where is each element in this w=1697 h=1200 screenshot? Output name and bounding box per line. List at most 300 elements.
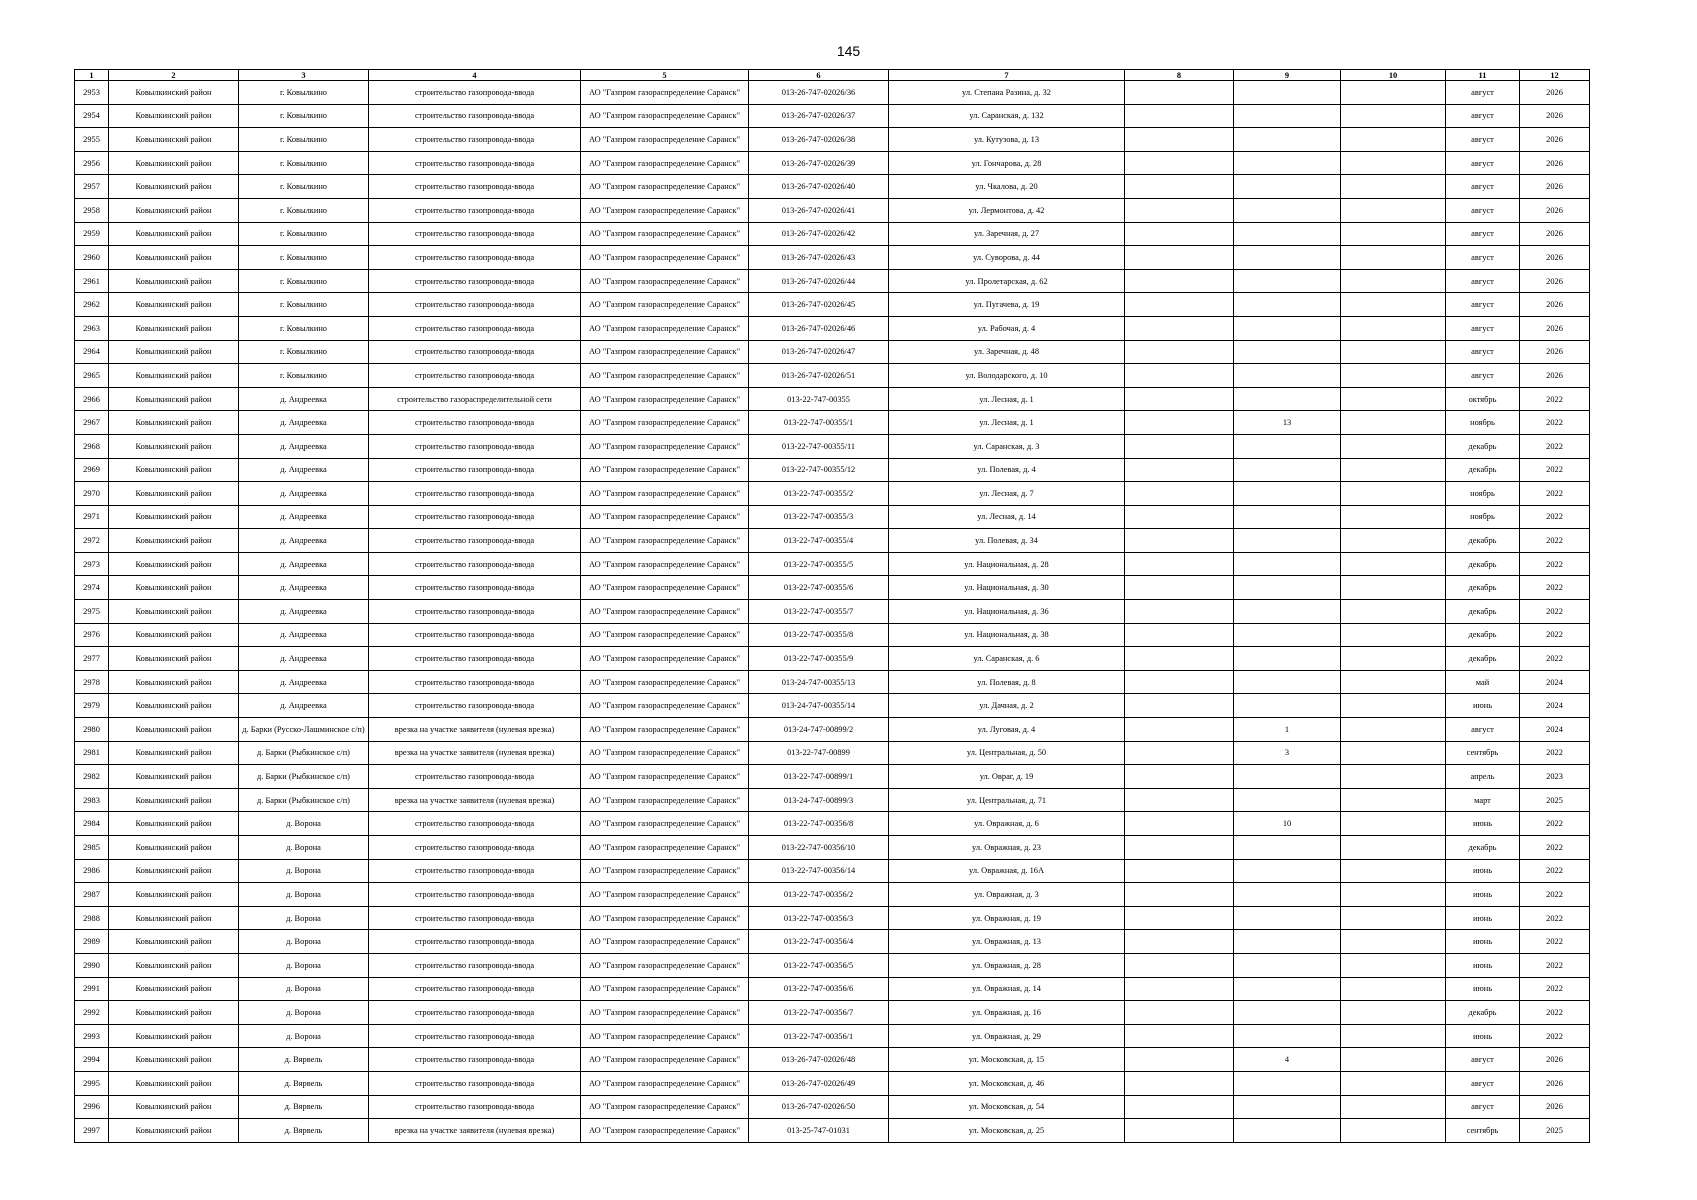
table-cell-col-2: Ковылкинский район: [109, 1095, 239, 1119]
table-cell-col-8: [1125, 647, 1234, 671]
table-cell-col-7: ул. Овражная, д. 29: [889, 1024, 1125, 1048]
table-cell-col-3: д. Вярвель: [239, 1095, 369, 1119]
table-cell-col-4: строительство газопровода-ввода: [369, 151, 581, 175]
table-cell-col-5: АО "Газпром газораспределение Саранск": [581, 529, 749, 553]
table-cell-col-5: АО "Газпром газораспределение Саранск": [581, 765, 749, 789]
table-cell-col-4: строительство газопровода-ввода: [369, 316, 581, 340]
table-cell-col-4: строительство газопровода-ввода: [369, 364, 581, 388]
table-cell-col-8: [1125, 81, 1234, 105]
table-cell-col-4: строительство газопровода-ввода: [369, 1001, 581, 1025]
table-cell-col-1: 2963: [75, 316, 109, 340]
table-row: [75, 340, 1590, 364]
table-cell-col-2: Ковылкинский район: [109, 906, 239, 930]
table-cell-col-8: [1125, 812, 1234, 836]
table-cell-col-10: [1341, 293, 1446, 317]
table-cell-col-2: Ковылкинский район: [109, 670, 239, 694]
table-cell-col-11: декабрь: [1446, 458, 1520, 482]
table-cell-col-1: 2993: [75, 1024, 109, 1048]
table-row: [75, 222, 1590, 246]
table-cell-col-9: [1234, 293, 1341, 317]
table-cell-col-4: строительство газопровода-ввода: [369, 977, 581, 1001]
table-cell-col-2: Ковылкинский район: [109, 576, 239, 600]
table-cell-col-6: 013-22-747-00356/10: [749, 836, 889, 860]
table-cell-col-10: [1341, 1071, 1446, 1095]
table-cell-col-9: [1234, 1095, 1341, 1119]
column-header-3: 3: [239, 70, 369, 81]
table-cell-col-9: [1234, 859, 1341, 883]
table-cell-col-6: 013-26-747-02026/47: [749, 340, 889, 364]
table-row: [75, 859, 1590, 883]
table-cell-col-10: [1341, 175, 1446, 199]
table-cell-col-1: 2979: [75, 694, 109, 718]
table-cell-col-6: 013-22-747-00355/3: [749, 505, 889, 529]
table-cell-col-3: г. Ковылкино: [239, 151, 369, 175]
table-cell-col-10: [1341, 151, 1446, 175]
table-cell-col-2: Ковылкинский район: [109, 529, 239, 553]
table-cell-col-12: 2022: [1520, 623, 1590, 647]
table-cell-col-9: [1234, 1001, 1341, 1025]
table-cell-col-9: [1234, 316, 1341, 340]
table-cell-col-10: [1341, 1048, 1446, 1072]
table-cell-col-7: ул. Дачная, д. 2: [889, 694, 1125, 718]
table-cell-col-3: д. Андреевка: [239, 458, 369, 482]
table-cell-col-9: [1234, 600, 1341, 624]
table-cell-col-6: 013-22-747-00899/1: [749, 765, 889, 789]
table-cell-col-8: [1125, 222, 1234, 246]
table-cell-col-11: ноябрь: [1446, 411, 1520, 435]
table-cell-col-5: АО "Газпром газораспределение Саранск": [581, 104, 749, 128]
table-cell-col-5: АО "Газпром газораспределение Саранск": [581, 670, 749, 694]
table-cell-col-9: [1234, 883, 1341, 907]
table-cell-col-11: август: [1446, 151, 1520, 175]
table-cell-col-9: [1234, 175, 1341, 199]
table-cell-col-8: [1125, 718, 1234, 742]
table-cell-col-9: [1234, 788, 1341, 812]
table-cell-col-7: ул. Степана Разина, д. 32: [889, 81, 1125, 105]
table-cell-col-9: [1234, 458, 1341, 482]
table-row: [75, 411, 1590, 435]
table-cell-col-9: [1234, 340, 1341, 364]
table-cell-col-11: сентябрь: [1446, 741, 1520, 765]
table-cell-col-6: 013-22-747-00355/6: [749, 576, 889, 600]
table-cell-col-10: [1341, 1095, 1446, 1119]
table-cell-col-6: 013-22-747-00356/3: [749, 906, 889, 930]
table-cell-col-5: АО "Газпром газораспределение Саранск": [581, 246, 749, 270]
table-cell-col-12: 2026: [1520, 1095, 1590, 1119]
table-cell-col-7: ул. Овражная, д. 16: [889, 1001, 1125, 1025]
table-cell-col-10: [1341, 836, 1446, 860]
table-cell-col-9: [1234, 482, 1341, 506]
table-cell-col-6: 013-22-747-00355/5: [749, 552, 889, 576]
table-cell-col-3: д. Андреевка: [239, 623, 369, 647]
table-cell-col-9: [1234, 151, 1341, 175]
table-cell-col-3: д. Вярвель: [239, 1119, 369, 1143]
table-cell-col-12: 2022: [1520, 434, 1590, 458]
table-cell-col-6: 013-26-747-02026/40: [749, 175, 889, 199]
table-cell-col-4: строительство газопровода-ввода: [369, 836, 581, 860]
table-cell-col-8: [1125, 293, 1234, 317]
table-cell-col-7: ул. Полевая, д. 4: [889, 458, 1125, 482]
table-cell-col-5: АО "Газпром газораспределение Саранск": [581, 859, 749, 883]
table-row: [75, 269, 1590, 293]
table-cell-col-8: [1125, 458, 1234, 482]
table-cell-col-11: август: [1446, 246, 1520, 270]
table-cell-col-4: строительство газопровода-ввода: [369, 930, 581, 954]
table-cell-col-10: [1341, 930, 1446, 954]
table-cell-col-1: 2956: [75, 151, 109, 175]
table-cell-col-9: [1234, 670, 1341, 694]
table-cell-col-6: 013-24-747-00355/14: [749, 694, 889, 718]
table-cell-col-3: д. Андреевка: [239, 576, 369, 600]
table-cell-col-11: август: [1446, 1071, 1520, 1095]
table-cell-col-7: ул. Пролетарская, д. 62: [889, 269, 1125, 293]
table-cell-col-10: [1341, 906, 1446, 930]
table-cell-col-4: строительство газопровода-ввода: [369, 859, 581, 883]
table-cell-col-12: 2022: [1520, 647, 1590, 671]
table-cell-col-2: Ковылкинский район: [109, 293, 239, 317]
table-cell-col-8: [1125, 670, 1234, 694]
table-cell-col-12: 2025: [1520, 1119, 1590, 1143]
table-cell-col-11: июнь: [1446, 977, 1520, 1001]
table-cell-col-6: 013-22-747-00356/2: [749, 883, 889, 907]
table-cell-col-11: март: [1446, 788, 1520, 812]
table-cell-col-4: врезка на участке заявителя (нулевая врезка): [369, 788, 581, 812]
table-cell-col-8: [1125, 505, 1234, 529]
table-cell-col-2: Ковылкинский район: [109, 812, 239, 836]
table-cell-col-8: [1125, 953, 1234, 977]
table-cell-col-1: 2982: [75, 765, 109, 789]
table-cell-col-11: декабрь: [1446, 434, 1520, 458]
table-row: [75, 718, 1590, 742]
table-cell-col-3: д. Ворона: [239, 953, 369, 977]
table-cell-col-8: [1125, 1119, 1234, 1143]
page-number: 145: [836, 43, 861, 59]
table-cell-col-6: 013-22-747-00355: [749, 387, 889, 411]
table-cell-col-10: [1341, 246, 1446, 270]
table-cell-col-11: декабрь: [1446, 647, 1520, 671]
table-cell-col-3: г. Ковылкино: [239, 364, 369, 388]
table-cell-col-12: 2026: [1520, 175, 1590, 199]
table-cell-col-12: 2022: [1520, 1024, 1590, 1048]
table-cell-col-5: АО "Газпром газораспределение Саранск": [581, 953, 749, 977]
table-cell-col-11: декабрь: [1446, 529, 1520, 553]
table-cell-col-11: август: [1446, 340, 1520, 364]
table-cell-col-10: [1341, 104, 1446, 128]
table-cell-col-4: строительство газопровода-ввода: [369, 458, 581, 482]
table-cell-col-1: 2954: [75, 104, 109, 128]
table-cell-col-9: [1234, 505, 1341, 529]
table-cell-col-10: [1341, 859, 1446, 883]
table-cell-col-11: июнь: [1446, 906, 1520, 930]
table-cell-col-10: [1341, 222, 1446, 246]
table-cell-col-6: 013-24-747-00899/3: [749, 788, 889, 812]
table-cell-col-3: г. Ковылкино: [239, 316, 369, 340]
table-cell-col-7: ул. Национальная, д. 30: [889, 576, 1125, 600]
table-cell-col-12: 2024: [1520, 670, 1590, 694]
table-cell-col-1: 2958: [75, 198, 109, 222]
table-cell-col-1: 2968: [75, 434, 109, 458]
table-cell-col-3: д. Андреевка: [239, 434, 369, 458]
table-cell-col-2: Ковылкинский район: [109, 198, 239, 222]
table-cell-col-6: 013-26-747-02026/36: [749, 81, 889, 105]
table-cell-col-7: ул. Рабочая, д. 4: [889, 316, 1125, 340]
table-cell-col-2: Ковылкинский район: [109, 411, 239, 435]
table-cell-col-1: 2996: [75, 1095, 109, 1119]
table-cell-col-12: 2022: [1520, 576, 1590, 600]
table-row: [75, 482, 1590, 506]
table-cell-col-8: [1125, 883, 1234, 907]
table-cell-col-11: декабрь: [1446, 600, 1520, 624]
table-cell-col-9: [1234, 246, 1341, 270]
table-cell-col-8: [1125, 198, 1234, 222]
table-cell-col-10: [1341, 1119, 1446, 1143]
table-cell-col-7: ул. Московская, д. 15: [889, 1048, 1125, 1072]
table-cell-col-5: АО "Газпром газораспределение Саранск": [581, 434, 749, 458]
table-row: [75, 576, 1590, 600]
table-cell-col-7: ул. Лермонтова, д. 42: [889, 198, 1125, 222]
table-cell-col-2: Ковылкинский район: [109, 128, 239, 152]
table-row: [75, 198, 1590, 222]
table-cell-col-6: 013-26-747-02026/38: [749, 128, 889, 152]
table-cell-col-5: АО "Газпром газораспределение Саранск": [581, 623, 749, 647]
table-row: [75, 246, 1590, 270]
table-cell-col-2: Ковылкинский район: [109, 1048, 239, 1072]
table-cell-col-3: д. Андреевка: [239, 552, 369, 576]
table-cell-col-4: строительство газопровода-ввода: [369, 411, 581, 435]
table-cell-col-10: [1341, 434, 1446, 458]
table-cell-col-10: [1341, 718, 1446, 742]
table-cell-col-11: июнь: [1446, 953, 1520, 977]
table-cell-col-5: АО "Газпром газораспределение Саранск": [581, 694, 749, 718]
table-cell-col-12: 2026: [1520, 1071, 1590, 1095]
table-cell-col-12: 2022: [1520, 458, 1590, 482]
table-cell-col-5: АО "Газпром газораспределение Саранск": [581, 906, 749, 930]
table-cell-col-5: АО "Газпром газораспределение Саранск": [581, 1119, 749, 1143]
table-cell-col-1: 2977: [75, 647, 109, 671]
table-cell-col-5: АО "Газпром газораспределение Саранск": [581, 600, 749, 624]
table-cell-col-1: 2989: [75, 930, 109, 954]
table-cell-col-7: ул. Лесная, д. 1: [889, 411, 1125, 435]
table-cell-col-5: АО "Газпром газораспределение Саранск": [581, 552, 749, 576]
table-cell-col-5: АО "Газпром газораспределение Саранск": [581, 293, 749, 317]
table-cell-col-10: [1341, 482, 1446, 506]
table-cell-col-4: строительство газопровода-ввода: [369, 953, 581, 977]
table-row: [75, 316, 1590, 340]
table-cell-col-5: АО "Газпром газораспределение Саранск": [581, 647, 749, 671]
table-cell-col-2: Ковылкинский район: [109, 505, 239, 529]
table-cell-col-11: ноябрь: [1446, 505, 1520, 529]
table-cell-col-6: 013-22-747-00899: [749, 741, 889, 765]
table-cell-col-8: [1125, 859, 1234, 883]
table-cell-col-9: 13: [1234, 411, 1341, 435]
table-row: [75, 1048, 1590, 1072]
table-cell-col-3: д. Вярвель: [239, 1048, 369, 1072]
table-row: [75, 812, 1590, 836]
table-cell-col-2: Ковылкинский район: [109, 623, 239, 647]
table-cell-col-6: 013-26-747-02026/42: [749, 222, 889, 246]
table-cell-col-2: Ковылкинский район: [109, 340, 239, 364]
table-cell-col-10: [1341, 576, 1446, 600]
table-cell-col-11: декабрь: [1446, 836, 1520, 860]
table-cell-col-7: ул. Полевая, д. 8: [889, 670, 1125, 694]
table-cell-col-3: д. Ворона: [239, 836, 369, 860]
table-cell-col-12: 2022: [1520, 883, 1590, 907]
table-cell-col-7: ул. Саранская, д. 132: [889, 104, 1125, 128]
table-cell-col-6: 013-22-747-00355/12: [749, 458, 889, 482]
table-cell-col-7: ул. Овражная, д. 23: [889, 836, 1125, 860]
table-cell-col-5: АО "Газпром газораспределение Саранск": [581, 175, 749, 199]
table-cell-col-10: [1341, 458, 1446, 482]
table-cell-col-8: [1125, 128, 1234, 152]
table-cell-col-2: Ковылкинский район: [109, 246, 239, 270]
table-cell-col-12: 2026: [1520, 269, 1590, 293]
table-cell-col-3: д. Ворона: [239, 977, 369, 1001]
table-cell-col-7: ул. Овражная, д. 16А: [889, 859, 1125, 883]
table-cell-col-10: [1341, 694, 1446, 718]
table-cell-col-10: [1341, 670, 1446, 694]
table-cell-col-2: Ковылкинский район: [109, 977, 239, 1001]
table-cell-col-3: д. Андреевка: [239, 647, 369, 671]
table-cell-col-2: Ковылкинский район: [109, 718, 239, 742]
table-cell-col-11: июнь: [1446, 1024, 1520, 1048]
table-cell-col-1: 2988: [75, 906, 109, 930]
table-cell-col-5: АО "Газпром газораспределение Саранск": [581, 788, 749, 812]
table-cell-col-12: 2022: [1520, 953, 1590, 977]
table-cell-col-4: строительство газопровода-ввода: [369, 670, 581, 694]
table-cell-col-10: [1341, 364, 1446, 388]
table-cell-col-8: [1125, 1001, 1234, 1025]
table-cell-col-1: 2992: [75, 1001, 109, 1025]
table-row: [75, 623, 1590, 647]
table-cell-col-3: г. Ковылкино: [239, 128, 369, 152]
table-cell-col-6: 013-22-747-00355/8: [749, 623, 889, 647]
table-cell-col-6: 013-26-747-02026/49: [749, 1071, 889, 1095]
table-cell-col-1: 2975: [75, 600, 109, 624]
table-row: [75, 906, 1590, 930]
table-row: [75, 977, 1590, 1001]
table-cell-col-4: врезка на участке заявителя (нулевая врезка): [369, 1119, 581, 1143]
table-cell-col-7: ул. Кутузова, д. 13: [889, 128, 1125, 152]
table-cell-col-1: 2987: [75, 883, 109, 907]
table-cell-col-3: д. Барки (Русско-Лашминское с/п): [239, 718, 369, 742]
table-cell-col-1: 2972: [75, 529, 109, 553]
table-cell-col-2: Ковылкинский район: [109, 104, 239, 128]
table-row: [75, 387, 1590, 411]
table-cell-col-10: [1341, 977, 1446, 1001]
table-cell-col-8: [1125, 930, 1234, 954]
table-cell-col-5: АО "Газпром газораспределение Саранск": [581, 812, 749, 836]
table-cell-col-12: 2022: [1520, 529, 1590, 553]
table-cell-col-11: август: [1446, 128, 1520, 152]
table-cell-col-8: [1125, 741, 1234, 765]
table-cell-col-11: декабрь: [1446, 552, 1520, 576]
table-cell-col-1: 2953: [75, 81, 109, 105]
table-cell-col-12: 2022: [1520, 1001, 1590, 1025]
table-cell-col-5: АО "Газпром газораспределение Саранск": [581, 411, 749, 435]
table-cell-col-10: [1341, 765, 1446, 789]
table-cell-col-12: 2026: [1520, 222, 1590, 246]
table-cell-col-7: ул. Чкалова, д. 20: [889, 175, 1125, 199]
table-cell-col-2: Ковылкинский район: [109, 765, 239, 789]
table-cell-col-9: [1234, 906, 1341, 930]
table-cell-col-3: г. Ковылкино: [239, 175, 369, 199]
table-cell-col-2: Ковылкинский район: [109, 859, 239, 883]
table-cell-col-6: 013-26-747-02026/43: [749, 246, 889, 270]
table-cell-col-11: август: [1446, 222, 1520, 246]
table-cell-col-1: 2959: [75, 222, 109, 246]
table-cell-col-10: [1341, 741, 1446, 765]
table-cell-col-12: 2026: [1520, 1048, 1590, 1072]
table-row: [75, 670, 1590, 694]
table-cell-col-7: ул. Овражная, д. 28: [889, 953, 1125, 977]
table-cell-col-4: строительство газопровода-ввода: [369, 694, 581, 718]
table-cell-col-7: ул. Саранская, д. 6: [889, 647, 1125, 671]
column-header-6: 6: [749, 70, 889, 81]
table-cell-col-6: 013-26-747-02026/46: [749, 316, 889, 340]
table-cell-col-1: 2980: [75, 718, 109, 742]
table-row: [75, 552, 1590, 576]
table-cell-col-12: 2022: [1520, 977, 1590, 1001]
table-cell-col-3: д. Андреевка: [239, 411, 369, 435]
table-cell-col-4: строительство газопровода-ввода: [369, 600, 581, 624]
table-cell-col-5: АО "Газпром газораспределение Саранск": [581, 977, 749, 1001]
table-cell-col-2: Ковылкинский район: [109, 364, 239, 388]
table-cell-col-10: [1341, 198, 1446, 222]
table-row: [75, 883, 1590, 907]
table-cell-col-11: май: [1446, 670, 1520, 694]
table-cell-col-6: 013-22-747-00356/5: [749, 953, 889, 977]
table-cell-col-1: 2973: [75, 552, 109, 576]
table-cell-col-5: АО "Газпром газораспределение Саранск": [581, 1024, 749, 1048]
table-cell-col-9: [1234, 836, 1341, 860]
table-cell-col-11: октябрь: [1446, 387, 1520, 411]
table-cell-col-2: Ковылкинский район: [109, 1119, 239, 1143]
column-header-11: 11: [1446, 70, 1520, 81]
table-cell-col-3: г. Ковылкино: [239, 340, 369, 364]
table-cell-col-2: Ковылкинский район: [109, 222, 239, 246]
table-cell-col-4: строительство газопровода-ввода: [369, 765, 581, 789]
table-cell-col-12: 2022: [1520, 482, 1590, 506]
table-cell-col-4: строительство газопровода-ввода: [369, 104, 581, 128]
table-cell-col-11: декабрь: [1446, 576, 1520, 600]
table-cell-col-8: [1125, 906, 1234, 930]
table-cell-col-11: август: [1446, 175, 1520, 199]
table-cell-col-7: ул. Лесная, д. 7: [889, 482, 1125, 506]
table-cell-col-9: [1234, 977, 1341, 1001]
table-cell-col-6: 013-24-747-00899/2: [749, 718, 889, 742]
table-cell-col-12: 2024: [1520, 694, 1590, 718]
table-cell-col-7: ул. Лесная, д. 1: [889, 387, 1125, 411]
column-header-9: 9: [1234, 70, 1341, 81]
table-cell-col-12: 2022: [1520, 505, 1590, 529]
table-cell-col-9: [1234, 552, 1341, 576]
table-row: [75, 647, 1590, 671]
table-cell-col-1: 2984: [75, 812, 109, 836]
data-table: [74, 69, 1590, 1143]
column-header-2: 2: [109, 70, 239, 81]
table-cell-col-12: 2022: [1520, 812, 1590, 836]
table-cell-col-11: июнь: [1446, 694, 1520, 718]
table-cell-col-4: врезка на участке заявителя (нулевая врезка): [369, 741, 581, 765]
table-row: [75, 104, 1590, 128]
table-cell-col-5: АО "Газпром газораспределение Саранск": [581, 387, 749, 411]
table-cell-col-1: 2964: [75, 340, 109, 364]
table-cell-col-9: [1234, 81, 1341, 105]
table-cell-col-12: 2022: [1520, 552, 1590, 576]
table-cell-col-6: 013-22-747-00355/1: [749, 411, 889, 435]
table-cell-col-3: д. Вярвель: [239, 1071, 369, 1095]
table-cell-col-11: август: [1446, 718, 1520, 742]
